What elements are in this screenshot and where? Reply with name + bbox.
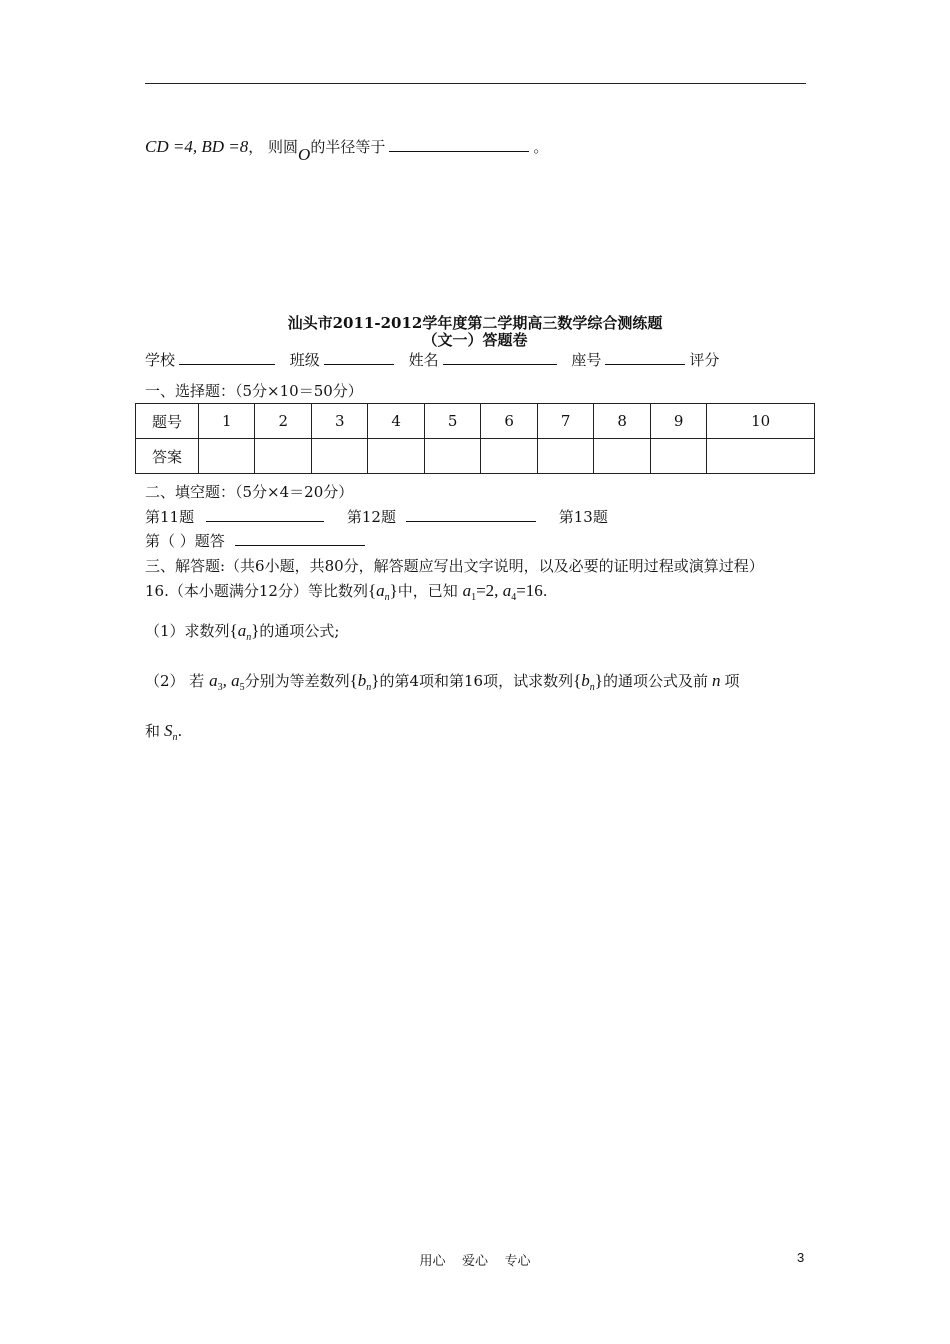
answer-cell[interactable] [199,439,255,474]
page-subtitle: （文一）答题卷 [422,331,528,349]
question-number: 7 [537,404,593,439]
fill-in-line [145,506,608,527]
question-number: 9 [650,404,706,439]
a4-value: =16 [516,581,543,600]
n-variable: n [711,671,721,690]
answer-cell[interactable] [537,439,593,474]
part2-line2-end: . [177,722,183,740]
section2-heading: 二、填空题：（5分×4＝20分） [145,483,354,501]
sequence-a: $\{a_n\}$ [229,621,260,643]
a4-expr: $a_4$ [498,581,517,603]
answer-cell[interactable] [255,439,311,474]
part-1 [145,620,339,643]
then-circle-text: 则圆 [268,138,299,156]
question-number: 6 [481,404,537,439]
question-number: 4 [368,404,424,439]
header-rule [145,83,806,84]
seat-label: 座号 [571,351,602,369]
answer-cell[interactable] [424,439,480,474]
answer-cell[interactable] [650,439,706,474]
part2-mid1: 分别为等差数列 [244,672,350,690]
class-label: 班级 [289,351,320,369]
continuation-line [145,136,549,164]
school-blank[interactable] [179,350,275,365]
row-label-answer: 答案 [136,439,199,474]
q16-end: . [542,582,548,600]
question-number: 1 [199,404,255,439]
question-16 [145,580,548,603]
a3-a5-expr: $a_3$, $a_5$ [209,671,245,693]
seat-blank[interactable] [605,350,685,365]
question-number: 8 [594,404,650,439]
q16-mid: 中，已知 [397,582,458,600]
part2-line2-prefix: 和 [145,722,161,740]
sequence-b: $\{b_n\}$ [573,671,603,693]
q12-blank[interactable] [406,507,536,522]
question-number: 10 [707,404,815,439]
answer-table [135,403,815,474]
sequence-a: $\{a_n\}$ [367,581,398,603]
answer-blank[interactable] [389,137,529,152]
part2-prefix: （2） 若 [145,672,205,690]
q16-prefix: 16.（本小题满分12分）等比数列 [145,582,368,600]
a1-expr: $a_1$ [462,581,477,603]
info-line [145,349,719,370]
page-number: 3 [797,1250,805,1265]
page-title: 汕头市2011-2012学年度第二学期高三数学综合测练题 [287,314,663,332]
segment-lengths: CD =4, BD =8 [145,137,249,156]
answer-cell[interactable] [368,439,424,474]
part2-mid3: 的通项公式及前 [602,672,708,690]
answer-cell[interactable] [481,439,537,474]
q-extra-blank[interactable] [235,531,365,546]
radius-text: 的半径等于 [310,138,386,156]
comma: ， [248,138,264,156]
score-label: 评分 [689,351,720,369]
footer-motto: 用心 爱心 专心 [419,1254,531,1269]
q11-blank[interactable] [206,507,324,522]
answer-cell[interactable] [594,439,650,474]
school-label: 学校 [145,351,176,369]
section3-heading: 三、解答题:（共6小题，共80分，解答题应写出文字说明，以及必要的证明过程或演算过程） [145,557,764,575]
part1-suffix: 的通项公式; [259,622,340,640]
row-label-number: 题号 [136,404,199,439]
q12-label: 第12题 [346,508,396,526]
question-number: 2 [255,404,311,439]
part2-mid2: 的第4项和第16项，试求数列 [379,672,574,690]
class-blank[interactable] [324,350,394,365]
answer-cell[interactable] [707,439,815,474]
q13-label: 第13题 [558,508,608,526]
table-row [136,404,815,439]
name-blank[interactable] [443,350,557,365]
q11-label: 第11题 [145,508,195,526]
part-2-line2 [145,720,182,743]
period: 。 [533,138,549,156]
question-number: 3 [311,404,367,439]
section1-heading: 一、选择题：（5分×10＝50分） [145,382,363,400]
sum-sn: $S_n$ [164,721,178,743]
answer-cell[interactable] [311,439,367,474]
name-label: 姓名 [408,351,439,369]
table-row [136,439,815,474]
q-extra-label: 第（ ）题答 [145,532,225,550]
part-2 [145,670,739,693]
circle-letter: O [298,145,311,164]
extra-fill-line [145,530,369,551]
a1-value: =2, [476,581,499,600]
part1-prefix: （1）求数列 [145,622,230,640]
sequence-b: $\{b_n\}$ [349,671,380,693]
question-number: 5 [424,404,480,439]
part2-end: 项 [724,672,740,690]
